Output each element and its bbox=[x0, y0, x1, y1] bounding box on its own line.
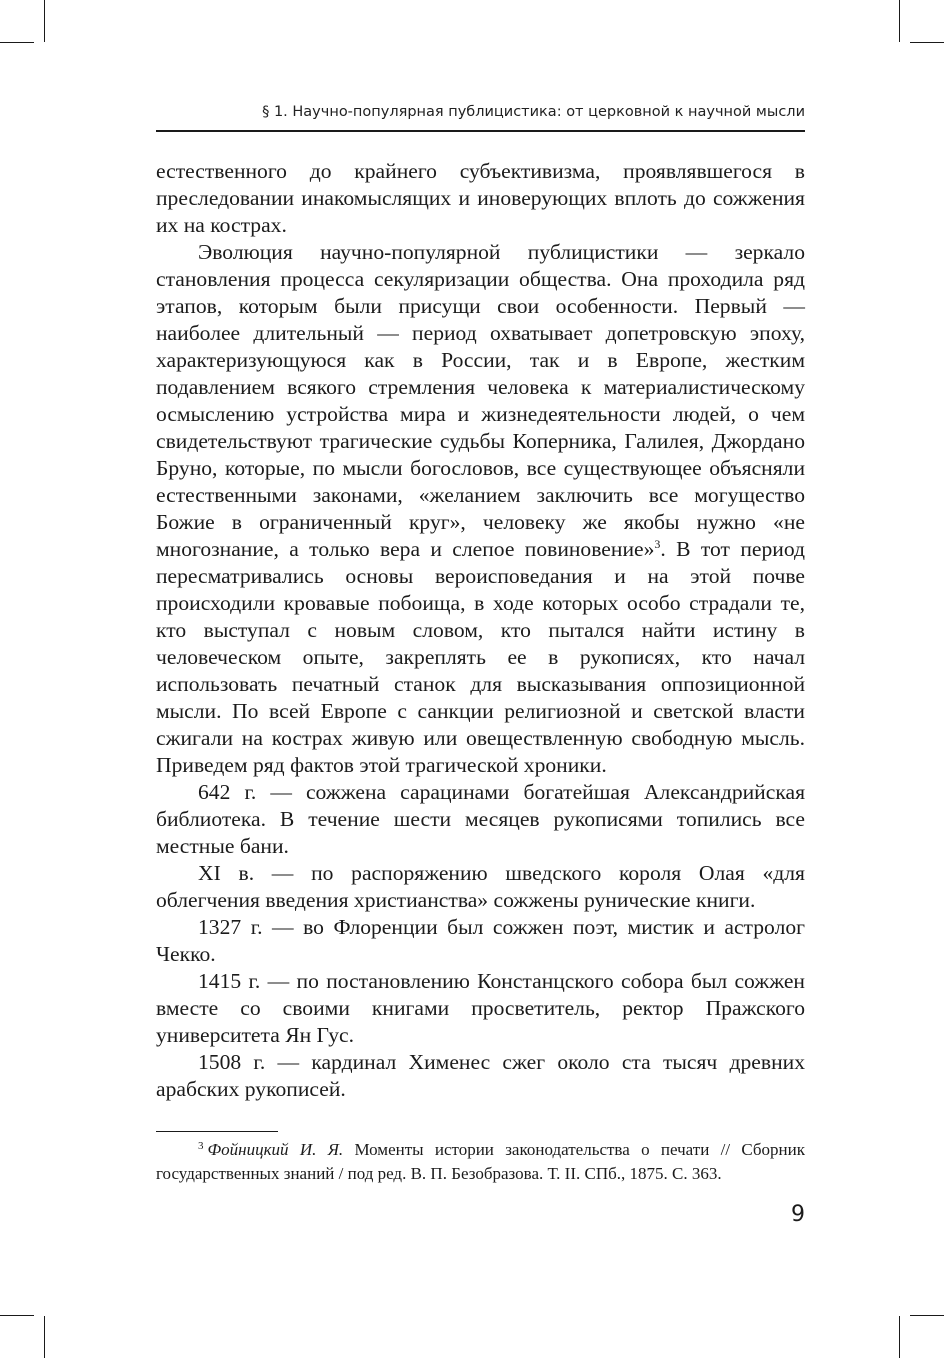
paragraph-text: . В тот период пересматривались основы вероисповедания и на этой почве происходили кровавые побоища, в ходе которых особо страдали те, кто выступал с новым словом, кто пытался найти истину в человеческом опыте, закреплять ее в рукописях, кто начал использовать печатный станок для высказывания оппозиционной мысли. По всей Европе с санкции религиозной и светской власти сжигали на кострах живую или овеществленную свободную мысль. Приведем ряд фактов этой трагической хроники. bbox=[156, 537, 805, 777]
paragraph: XI в. — по распоряжению шведского короля Олая «для облегчения введения христианства» сожжены рунические книги. bbox=[156, 861, 805, 912]
footnote-author: Фойницкий И. Я. bbox=[207, 1140, 344, 1159]
running-head: § 1. Научно-популярная публицистика: от церковной к научной мысли bbox=[262, 104, 805, 120]
crop-mark-top-right bbox=[910, 42, 944, 43]
paragraph: 642 г. — сожжена сарацинами богатейшая Александрийская библиотека. В течение шести месяцев рукописями топились все местные бани. bbox=[156, 780, 805, 858]
body-text bbox=[156, 158, 805, 1103]
crop-mark-bottom-left bbox=[0, 1315, 34, 1316]
paragraph bbox=[156, 239, 805, 779]
footnote-number: 3 bbox=[198, 1140, 204, 1152]
footnote bbox=[156, 1138, 805, 1186]
paragraph: естественного до крайнего субъективизма, проявлявшегося в преследовании инакомыслящих и иноверующих вплоть до сожжения их на кострах. bbox=[156, 159, 805, 237]
paragraph-text: Эволюция научно-популярной публицистики — зеркало становления процесса секуляризации общества. Она проходила ряд этапов, которым были присущи свои особенности. Первый — наиболее длительный — период охватывает допетровскую эпоху, характеризующуюся как в России, так и в Европе, жестким подавлением всякого стремления человека к материалистическому осмыслению устройства мира и жизнедеятельности людей, о чем свидетельствуют трагические судьбы Коперника, Галилея, Джордано Бруно, которые, по мысли богословов, все существующее объясняли естественными законами, «желанием заключить все могущество Божие в ограниченный круг», человеку же якобы нужно «не многознание, а только вера и слепое повиновение» bbox=[156, 240, 805, 561]
crop-mark-bottom-right bbox=[910, 1315, 944, 1316]
running-head-rule bbox=[156, 130, 805, 132]
crop-mark-bottom-right bbox=[899, 1316, 900, 1358]
footnote-rule bbox=[156, 1131, 278, 1132]
paragraph: 1508 г. — кардинал Хименес сжег около ста тысяч древних арабских рукописей. bbox=[156, 1050, 805, 1101]
crop-mark-top-left bbox=[44, 0, 45, 42]
crop-mark-bottom-left bbox=[44, 1316, 45, 1358]
paragraph: 1327 г. — во Флоренции был сожжен поэт, мистик и астролог Чекко. bbox=[156, 915, 805, 966]
footnote-text: Моменты истории законодательства о печати // Сборник государственных знаний / под ред. В. П. Безобразова. Т. II. СПб., 1875. С. 363. bbox=[156, 1140, 805, 1183]
page-number: 9 bbox=[791, 1202, 805, 1227]
paragraph: 1415 г. — по постановлению Констанцского собора был сожжен вместе со своими книгами просветитель, ректор Пражского университета Ян Гус. bbox=[156, 969, 805, 1047]
crop-mark-top-left bbox=[0, 42, 34, 43]
footnote-reference: 3 bbox=[654, 537, 661, 551]
crop-mark-top-right bbox=[899, 0, 900, 42]
